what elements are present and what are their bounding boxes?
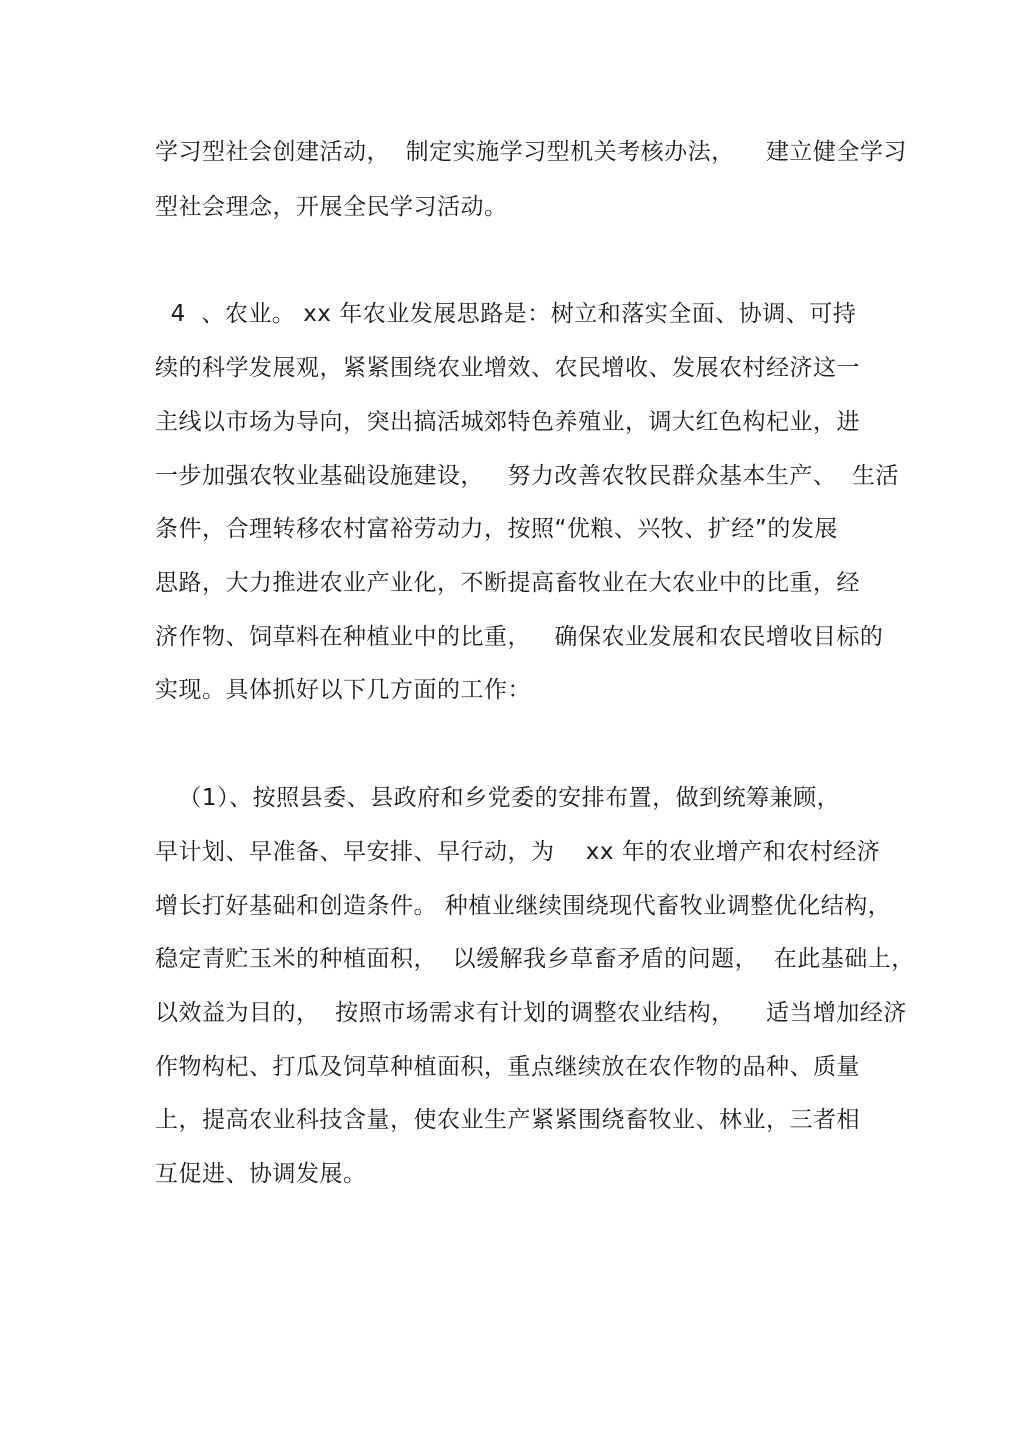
paragraph-3-line-2: 早计划、早准备、早安排、早行动，为 xx 年的农业增产和农村经济 [155, 839, 881, 865]
paragraph-2-line-7: 济作物、饲草料在种植业中的比重， 确保农业发展和农民增收目标的 [155, 624, 884, 650]
paragraph-3-line-5: 以效益为目的， 按照市场需求有计划的调整农业结构， 适当增加经济 [155, 1000, 907, 1026]
paragraph-2-line-6: 思路，大力推进农业产业化，不断提高畜牧业在大农业中的比重，经 [155, 570, 860, 596]
paragraph-2-line-2: 续的科学发展观，紧紧围绕农业增效、农民增收、发展农村经济这一 [155, 355, 860, 381]
paragraph-3-line-3: 增长打好基础和创造条件。 种植业继续围绕现代畜牧业调整优化结构， [155, 893, 892, 919]
paragraph-3-line-6: 作物构杞、打瓜及饲草种植面积，重点继续放在农作物的品种、质量 [155, 1054, 860, 1080]
paragraph-3-line-1: （1）、按照县委、县政府和乡党委的安排布置，做到统筹兼顾， [155, 785, 841, 811]
paragraph-2-line-1: 4 、农业。 xx 年农业发展思路是：树立和落实全面、协调、可持 [155, 301, 857, 327]
paragraph-1-line-2: 型社会理念，开展全民学习活动。 [155, 194, 508, 220]
paragraph-2-line-8: 实现。具体抓好以下几方面的工作： [155, 677, 531, 703]
paragraph-3-line-7: 上，提高农业科技含量，使农业生产紧紧围绕畜牧业、林业，三者相 [155, 1107, 860, 1133]
paragraph-2-line-5: 条件，合理转移农村富裕劳动力，按照“优粮、兴牧、扩经”的发展 [155, 516, 838, 542]
paragraph-2-line-4: 一步加强农牧业基础设施建设， 努力改善农牧民群众基本生产、 生活 [155, 463, 900, 489]
paragraph-1-line-1: 学习型社会创建活动， 制定实施学习型机关考核办法， 建立健全学习 [155, 139, 907, 165]
paragraph-3-line-4: 稳定青贮玉米的种植面积， 以缓解我乡草畜矛盾的问题， 在此基础上， [155, 946, 915, 972]
paragraph-2-line-3: 主线以市场为导向，突出搞活城郊特色养殖业，调大红色构杞业，进 [155, 409, 860, 435]
paragraph-3-line-8: 互促进、协调发展。 [155, 1161, 367, 1187]
